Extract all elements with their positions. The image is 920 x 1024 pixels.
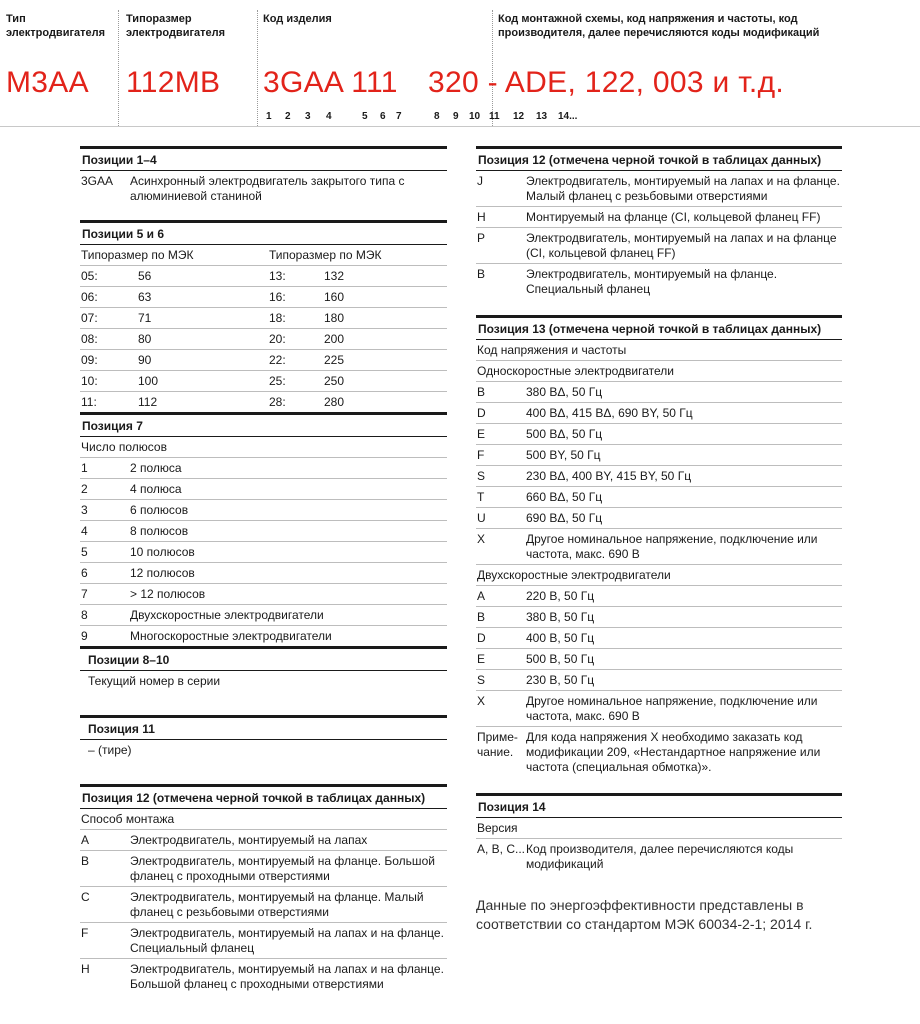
row-code: 9 (81, 629, 88, 643)
section-title: Позиция 7 (80, 415, 447, 437)
size-value: 160 (324, 290, 345, 304)
row-desc: Другое номинальное напряжение, подключение или частота, макс. 690 В (526, 694, 818, 723)
size-value: 90 (138, 353, 152, 367)
table-row (80, 923, 447, 959)
size-value: 63 (138, 290, 152, 304)
row-code: A (477, 589, 486, 603)
table-row (80, 350, 447, 371)
row-code: T (477, 490, 485, 504)
section-position-13 (476, 315, 842, 777)
table-row (476, 839, 842, 874)
table-row (476, 565, 842, 586)
row-code: 1 (81, 461, 88, 475)
row-desc: Асинхронный электродвигатель закрытого типа с алюминиевой станиной (130, 174, 405, 203)
row-desc: Электродвигатель, монтируемый на лапах (130, 833, 368, 847)
row-code: P (477, 231, 486, 245)
row-code: H (477, 210, 486, 224)
table-row (80, 371, 447, 392)
row-code: B (477, 610, 486, 624)
table-row (476, 628, 842, 649)
size-code: 28: (269, 395, 286, 409)
size-code: 06: (81, 290, 98, 304)
position-digit: 11 (489, 111, 500, 122)
row-code: 6 (81, 566, 88, 580)
footnote: Данные по энергоэффективности представлены в соответствии со стандартом МЭК 60034-2-1; 2014 г. (476, 897, 813, 932)
table-row (80, 959, 447, 994)
row-code: 4 (81, 524, 88, 538)
row-desc: 400 ВΔ, 415 ВΔ, 690 ВY, 50 Гц (526, 406, 693, 420)
size-code: 11: (81, 395, 97, 409)
header-col-size (126, 0, 256, 126)
header-separator (118, 10, 119, 126)
section-position-11 (80, 715, 447, 760)
row-desc: – (тире) (88, 743, 132, 757)
row-code: A, B, C... (477, 842, 526, 856)
section-position-7 (80, 412, 447, 646)
position-digit: 9 (453, 111, 459, 122)
row-code: J (477, 174, 483, 188)
remark-text: Для кода напряжения X необходимо заказать код модификации 209, «Нестандартное напряжение или частота (специальная обмотка)». (526, 730, 821, 774)
size-value: 280 (324, 395, 345, 409)
row-desc: > 12 полюсов (130, 587, 206, 601)
table-header-row (80, 245, 447, 266)
row-desc: Электродвигатель, монтируемый на лапах и на фланце. Большой фланец с проходными отверстиями (130, 962, 444, 991)
size-value: 250 (324, 374, 345, 388)
row-code: D (477, 631, 486, 645)
section-title: Позиции 1–4 (80, 149, 447, 171)
position-digit: 12 (513, 111, 525, 122)
row-code: 3 (81, 503, 88, 517)
row-desc: Двухскоростные электродвигатели (130, 608, 324, 622)
table-row (476, 228, 842, 264)
section-title: Позиция 12 (отмечена черной точкой в таблицах данных) (80, 787, 447, 809)
header-col-type (6, 0, 116, 126)
size-value: 180 (324, 311, 345, 325)
position-digit: 2 (285, 111, 291, 122)
position-digit: 8 (434, 111, 440, 122)
row-code: E (477, 652, 486, 666)
size-code: 22: (269, 353, 286, 367)
table-row (476, 529, 842, 565)
header-value-modification: 320 - ADE, 122, 003 и т.д. (428, 66, 785, 99)
size-code: 09: (81, 353, 98, 367)
table-row (80, 851, 447, 887)
row-desc: Электродвигатель, монтируемый на фланце. Малый фланец с резьбовыми отверстиями (130, 890, 424, 919)
row-code: B (477, 385, 486, 399)
row-desc: 10 полюсов (130, 545, 195, 559)
position-digit: 4 (326, 111, 332, 122)
table-row (80, 542, 447, 563)
row-desc: 380 В, 50 Гц (526, 610, 595, 624)
header-value-type: M3AA (6, 66, 89, 99)
section-positions-8-10 (80, 646, 447, 691)
table-row (80, 458, 447, 479)
table-row (80, 171, 447, 206)
table-row (476, 818, 842, 839)
row-group-label: Односкоростные электродвигатели (477, 364, 674, 378)
row-code: X (477, 532, 486, 546)
table-row (80, 392, 447, 412)
row-desc: 8 полюсов (130, 524, 189, 538)
row-code: F (477, 448, 485, 462)
row-desc: 660 ВΔ, 50 Гц (526, 490, 603, 504)
row-desc: Электродвигатель, монтируемый на лапах и на фланце. Специальный фланец (130, 926, 444, 955)
row-code: S (477, 673, 486, 687)
right-column (476, 146, 842, 934)
size-code: 05: (81, 269, 98, 283)
table-row (476, 445, 842, 466)
size-code: 25: (269, 374, 286, 388)
table-row (476, 424, 842, 445)
row-desc: Многоскоростные электродвигатели (130, 629, 332, 643)
row-desc: Электродвигатель, монтируемый на фланце. Большой фланец с проходными отверстиями (130, 854, 435, 883)
row-desc: Текущий номер в серии (88, 674, 221, 688)
size-value: 80 (138, 332, 152, 346)
left-column (80, 146, 447, 994)
row-code: H (81, 962, 90, 976)
size-value: 132 (324, 269, 345, 283)
row-desc: 4 полюса (130, 482, 182, 496)
row-code: B (81, 854, 90, 868)
header-caption-modification: Код монтажной схемы, код напряжения и частоты, код производителя, далее перечисляются коды модификаций (498, 13, 820, 39)
row-desc: 220 В, 50 Гц (526, 589, 595, 603)
section-position-12-mounting (80, 784, 447, 994)
table-row (80, 521, 447, 542)
position-digit: 3 (305, 111, 311, 122)
row-subtitle: Число полюсов (81, 440, 167, 454)
table-row (80, 500, 447, 521)
table-row (80, 605, 447, 626)
size-value: 71 (138, 311, 152, 325)
header-caption-product-code: Код изделия (263, 13, 332, 25)
row-group-label: Двухскоростные электродвигатели (477, 568, 671, 582)
header-caption-size: Типоразмер электродвигателя (126, 13, 226, 39)
remark-label: Приме- чание. (477, 730, 518, 759)
row-code: 8 (81, 608, 88, 622)
size-code: 10: (81, 374, 98, 388)
table-row (80, 830, 447, 851)
table-row (476, 207, 842, 228)
position-digit: 13 (536, 111, 548, 122)
size-value: 56 (138, 269, 152, 283)
position-digit: 7 (396, 111, 402, 122)
row-code: B (477, 267, 486, 281)
table-row (476, 508, 842, 529)
section-title: Позиция 11 (80, 718, 447, 740)
table-row (80, 287, 447, 308)
table-row (80, 887, 447, 923)
table-row (476, 670, 842, 691)
row-desc: Другое номинальное напряжение, подключение или частота, макс. 690 В (526, 532, 818, 561)
row-subtitle: Способ монтажа (81, 812, 175, 826)
row-code: 2 (81, 482, 88, 496)
table-row (80, 626, 447, 646)
row-subtitle: Версия (477, 821, 518, 835)
row-desc: 500 В, 50 Гц (526, 652, 595, 666)
row-code: D (477, 406, 486, 420)
row-code: U (477, 511, 486, 525)
table-row (80, 584, 447, 605)
section-title: Позиция 13 (отмечена черной точкой в таблицах данных) (476, 318, 842, 340)
header-caption-type: Тип электродвигателя (6, 13, 106, 39)
row-code: 7 (81, 587, 88, 601)
row-subtitle: Код напряжения и частоты (477, 343, 627, 357)
size-code: 08: (81, 332, 98, 346)
size-value: 200 (324, 332, 345, 346)
row-code: S (477, 469, 486, 483)
table-row (476, 466, 842, 487)
header-value-size: 112MB (126, 66, 221, 99)
row-desc: 500 ВY, 50 Гц (526, 448, 601, 462)
row-code: F (81, 926, 89, 940)
row-desc: Монтируемый на фланце (CI, кольцевой фланец FF) (526, 210, 821, 224)
header-col-modification (428, 0, 908, 126)
row-desc: Электродвигатель, монтируемый на фланце. Специальный фланец (526, 267, 778, 296)
table-row (476, 727, 842, 777)
row-desc: 380 ВΔ, 50 Гц (526, 385, 603, 399)
column-header: Типоразмер по МЭК (269, 248, 382, 262)
section-positions-5-6 (80, 220, 447, 412)
table-row (476, 691, 842, 727)
section-title: Позиции 5 и 6 (80, 223, 447, 245)
row-code: X (477, 694, 486, 708)
row-desc: 2 полюса (130, 461, 182, 475)
table-row (476, 382, 842, 403)
row-code: 5 (81, 545, 88, 559)
position-digit: 1 (266, 111, 272, 122)
table-row (476, 340, 842, 361)
table-row (476, 171, 842, 207)
size-value: 100 (138, 374, 159, 388)
header-value-product-code: 3GAA 111 (263, 66, 398, 99)
size-code: 16: (269, 290, 286, 304)
position-digit: 10 (469, 111, 481, 122)
row-desc: Электродвигатель, монтируемый на лапах и на фланце (CI, кольцевой фланец FF) (526, 231, 837, 260)
table-row (80, 809, 447, 830)
table-row (476, 487, 842, 508)
table-row (80, 437, 447, 458)
row-code: C (81, 890, 90, 904)
table-row (476, 586, 842, 607)
row-desc: Код производителя, далее перечисляются коды модификаций (526, 842, 794, 871)
table-row (80, 329, 447, 350)
table-row (476, 403, 842, 424)
row-desc: 690 ВΔ, 50 Гц (526, 511, 603, 525)
row-desc: 400 В, 50 Гц (526, 631, 595, 645)
row-desc: 500 ВΔ, 50 Гц (526, 427, 603, 441)
table-row (80, 671, 447, 691)
table-row (80, 740, 447, 760)
size-code: 07: (81, 311, 98, 325)
row-desc: 230 ВΔ, 400 ВY, 415 ВY, 50 Гц (526, 469, 692, 483)
header-separator (257, 10, 258, 126)
row-desc: 12 полюсов (130, 566, 195, 580)
size-code: 13: (269, 269, 286, 283)
table-row (476, 649, 842, 670)
row-code: A (81, 833, 90, 847)
position-digit: 6 (380, 111, 386, 122)
section-positions-1-4 (80, 146, 447, 206)
section-title: Позиции 8–10 (80, 649, 447, 671)
table-row (80, 479, 447, 500)
row-desc: Электродвигатель, монтируемый на лапах и на фланце. Малый фланец с резьбовыми отверстиями (526, 174, 840, 203)
section-position-14 (476, 793, 842, 874)
table-row (80, 308, 447, 329)
table-row (80, 563, 447, 584)
table-row (476, 607, 842, 628)
row-code: 3GAA (81, 174, 114, 188)
table-row (476, 361, 842, 382)
section-title: Позиция 12 (отмечена черной точкой в таблицах данных) (476, 149, 842, 171)
table-row (476, 264, 842, 299)
header-col-product-code (263, 0, 423, 126)
header-divider (0, 126, 920, 127)
row-desc: 230 В, 50 Гц (526, 673, 595, 687)
row-code: E (477, 427, 486, 441)
size-code: 20: (269, 332, 286, 346)
section-position-12-continued (476, 146, 842, 299)
size-code: 18: (269, 311, 286, 325)
size-value: 112 (138, 395, 158, 409)
column-header: Типоразмер по МЭК (81, 248, 194, 262)
size-value: 225 (324, 353, 345, 367)
row-desc: 6 полюсов (130, 503, 189, 517)
position-digit: 14... (558, 111, 578, 122)
section-title: Позиция 14 (476, 796, 842, 818)
table-row (80, 266, 447, 287)
position-digit: 5 (362, 111, 368, 122)
